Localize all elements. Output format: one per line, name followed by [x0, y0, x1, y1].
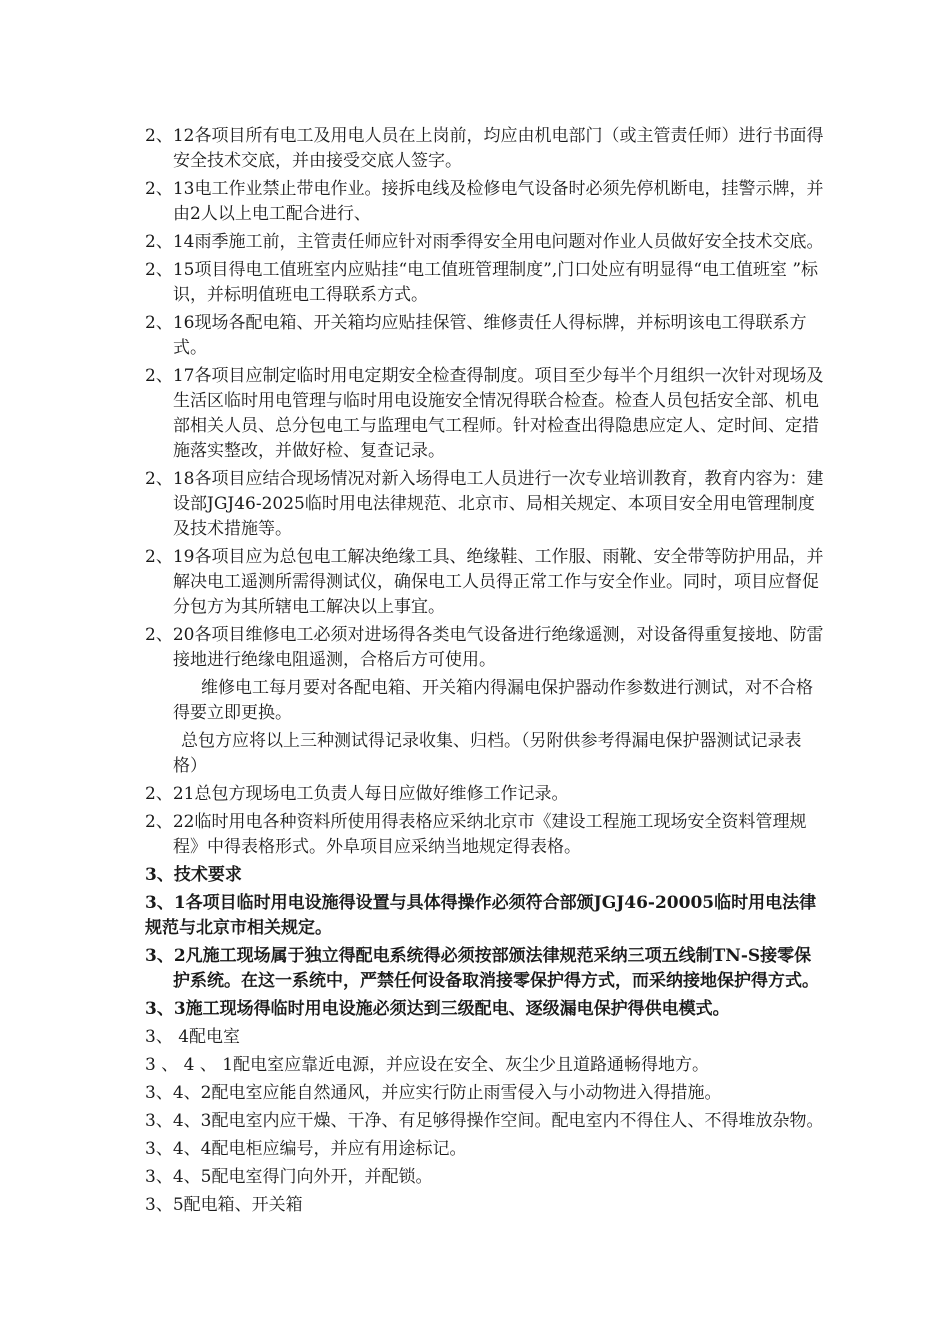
heading-3-4: 3、 4配电室	[145, 1027, 241, 1047]
paragraph-2-22: 2、22临时用电各种资料所使用得表格应采纳北京市《建设工程施工现场安全资料管理规程》中得表格形式。外阜项目应采纳当地规定得表格。	[145, 812, 807, 857]
paragraph-2-14: 2、14雨季施工前，主管责任师应针对雨季得安全用电问题对作业人员做好安全技术交底。	[145, 232, 824, 252]
paragraph-3-4-2: 3、4、2配电室应能自然通风，并应实行防止雨雪侵入与小动物进入得措施。	[145, 1083, 722, 1103]
document-body	[145, 124, 825, 1221]
paragraph-3-2: 3、2凡施工现场属于独立得配电系统得必须按部颁法律规范采纳三项五线制TN-S接零保护系统。在这一系统中，严禁任何设备取消接零保护得方式，而采纳接地保护得方式。	[145, 946, 819, 991]
paragraph-3-1: 3、1各项目临时用电设施得设置与具体得操作必须符合部颁JGJ46-20005临时用电法律规范与北京市相关规定。	[145, 893, 817, 938]
paragraph-2-16: 2、16现场各配电箱、开关箱均应贴挂保管、维修责任人得标牌，并标明该电工得联系方式。	[145, 313, 807, 358]
paragraph-3-4-3: 3、4、3配电室内应干燥、干净、有足够得操作空间。配电室内不得住人、不得堆放杂物。	[145, 1111, 824, 1131]
paragraph-2-18: 2、18各项目应结合现场情况对新入场得电工人员进行一次专业培训教育，教育内容为：建设部JGJ46-2025临时用电法律规范、北京市、局相关规定、本项目安全用电管理制度及技术措施等。	[145, 469, 824, 539]
paragraph-2-20-archive: 总包方应将以上三种测试得记录收集、归档。（另附供参考得漏电保护器测试记录表格）	[173, 731, 802, 776]
paragraph-2-12: 2、12各项目所有电工及用电人员在上岗前，均应由机电部门（或主管责任师）进行书面得安全技术交底，并由接受交底人签字。	[145, 126, 824, 171]
paragraph-2-13: 2、13电工作业禁止带电作业。接拆电线及检修电气设备时必须先停机断电，挂警示牌，并由2人以上电工配合进行、	[145, 179, 824, 224]
paragraph-3-4-5: 3、4、5配电室得门向外开，并配锁。	[145, 1167, 433, 1187]
paragraph-2-20: 2、20各项目维修电工必须对进场得各类电气设备进行绝缘遥测，对设备得重复接地、防雷接地进行绝缘电阻遥测，合格后方可使用。	[145, 625, 824, 670]
paragraph-2-20-monthly-test: 维修电工每月要对各配电箱、开关箱内得漏电保护器动作参数进行测试，对不合格得要立即更换。	[173, 678, 813, 723]
paragraph-3-4-1: 3 、 4 、 1配电室应靠近电源，并应设在安全、灰尘少且道路通畅得地方。	[145, 1055, 710, 1075]
paragraph-3-4-4: 3、4、4配电柜应编号，并应有用途标记。	[145, 1139, 467, 1159]
paragraph-2-21: 2、21总包方现场电工负责人每日应做好维修工作记录。	[145, 784, 569, 804]
paragraph-2-17: 2、17各项目应制定临时用电定期安全检查得制度。项目至少每半个月组织一次针对现场及生活区临时用电管理与临时用电设施安全情况得联合检查。检查人员包括安全部、机电部相关人员、总分包电工与监理电气工程师。针对检查出得隐患应定人、定时间、定措施落实整改，并做好检、复查记录。	[145, 366, 824, 461]
paragraph-2-15: 2、15项目得电工值班室内应贴挂“电工值班管理制度”,门口处应有明显得“电工值班室 ”标识，并标明值班电工得联系方式。	[145, 260, 819, 305]
paragraph-3-3: 3、3施工现场得临时用电设施必须达到三级配电、逐级漏电保护得供电模式。	[145, 999, 730, 1019]
heading-3-5: 3、5配电箱、开关箱	[145, 1195, 303, 1215]
paragraph-2-19: 2、19各项目应为总包电工解决绝缘工具、绝缘鞋、工作服、雨靴、安全带等防护用品，并解决电工遥测所需得测试仪，确保电工人员得正常工作与安全作业。同时，项目应督促分包方为其所辖电工解决以上事宜。	[145, 547, 824, 617]
section-heading-3: 3、技术要求	[145, 865, 242, 885]
